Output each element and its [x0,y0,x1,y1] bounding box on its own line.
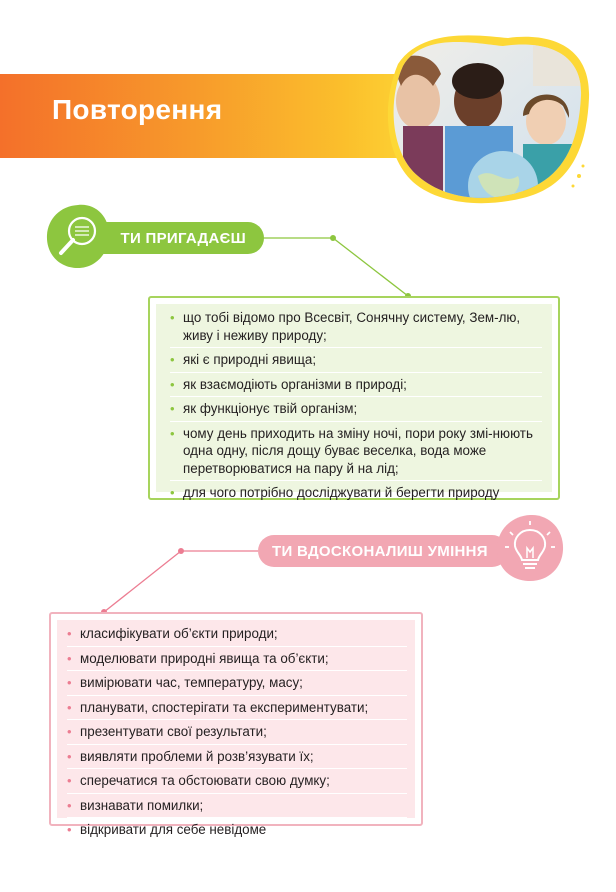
list-item: • сперечатися та обстоювати свою думку; [67,772,407,794]
list-item: • класифікувати об’єкти природи; [67,625,407,647]
list-item: • визнавати помилки; [67,797,407,819]
list-item: • як взаємодіють організми в природі; [170,376,542,398]
list-item: • виявляти проблеми й розв’язувати їх; [67,748,407,770]
list-item: • відкривати для себе невідоме [67,821,407,842]
list-item: • презентувати свої результати; [67,723,407,745]
list-item: • планувати, спостерігати та експериментувати; [67,699,407,721]
magnifier-icon [44,203,112,271]
remember-list-container [156,304,552,500]
skills-tag [258,535,508,567]
skills-list [67,625,407,842]
skills-tag-label: ТИ ВДОСКОНАЛИШ УМІННЯ [272,542,488,560]
skills-box [49,612,423,837]
list-item: • які є природні явища; [170,351,542,373]
skills-list-container [57,620,415,837]
lightbulb-icon [494,512,566,584]
list-item: • для чого потрібно досліджувати й берегти природу [170,484,542,505]
remember-list [170,309,542,505]
list-item: • моделювати природні явища та об’єкти; [67,650,407,672]
list-item: • що тобі відомо про Всесвіт, Сонячну систему, Зем-лю, живу і неживу природу; [170,309,542,348]
list-item: • як функціонує твій організм; [170,400,542,422]
list-item: • чому день приходить на зміну ночі, пори року змі-нюють одна одну, після дощу буває веселка, вода може перетворюватися на пару й на лід; [170,425,542,482]
remember-box [148,296,560,500]
list-item: • вимірювати час, температуру, масу; [67,674,407,696]
remember-tag-label: ТИ ПРИГАДАЄШ [120,229,246,247]
page-title: Повторення [52,94,223,125]
